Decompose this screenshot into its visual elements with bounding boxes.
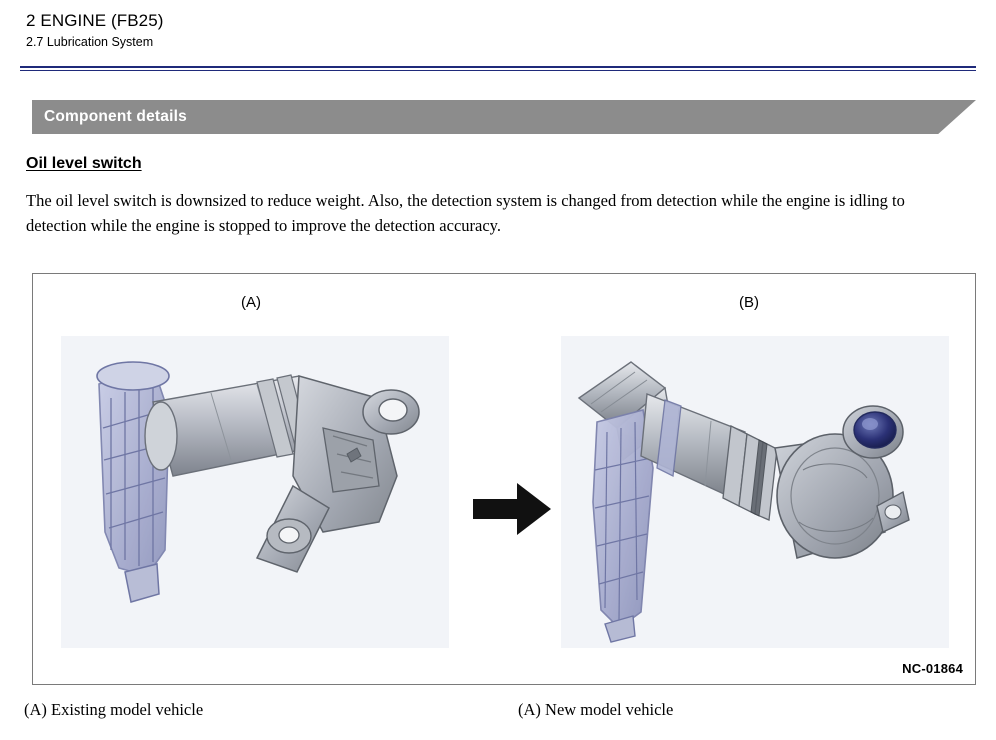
page-subtitle: 2.7 Lubrication System (26, 35, 154, 49)
figure-code: NC-01864 (902, 661, 963, 676)
header-divider-thin-line (20, 70, 976, 71)
figure-caption-left: (A) Existing model vehicle (24, 700, 204, 719)
section-banner (32, 100, 976, 134)
header-divider (20, 66, 976, 71)
subsection-heading: Oil level switch (26, 155, 142, 172)
header-divider-thick-line (20, 66, 976, 68)
figure-label-a: (A) (241, 294, 261, 311)
body-paragraph: The oil level switch is downsized to reduce weight. Also, the detection system is changed from detection while the engine is idling to detection while the engine is stopped to improve the detection accuracy. (26, 191, 905, 235)
right-arrow-icon (471, 481, 553, 537)
figure-container (32, 273, 976, 685)
section-banner-label: Component details (44, 108, 187, 125)
oil-level-switch-new-illustration (561, 336, 949, 648)
document-header (26, 10, 970, 51)
figure-label-b: (B) (739, 294, 759, 311)
oil-level-switch-existing-illustration (61, 336, 449, 648)
figure-panel-new (561, 336, 949, 648)
figure-caption-right: (A) New model vehicle (518, 700, 674, 719)
figure-panel-existing (61, 336, 449, 648)
page-title: 2 ENGINE (FB25) (26, 11, 164, 30)
